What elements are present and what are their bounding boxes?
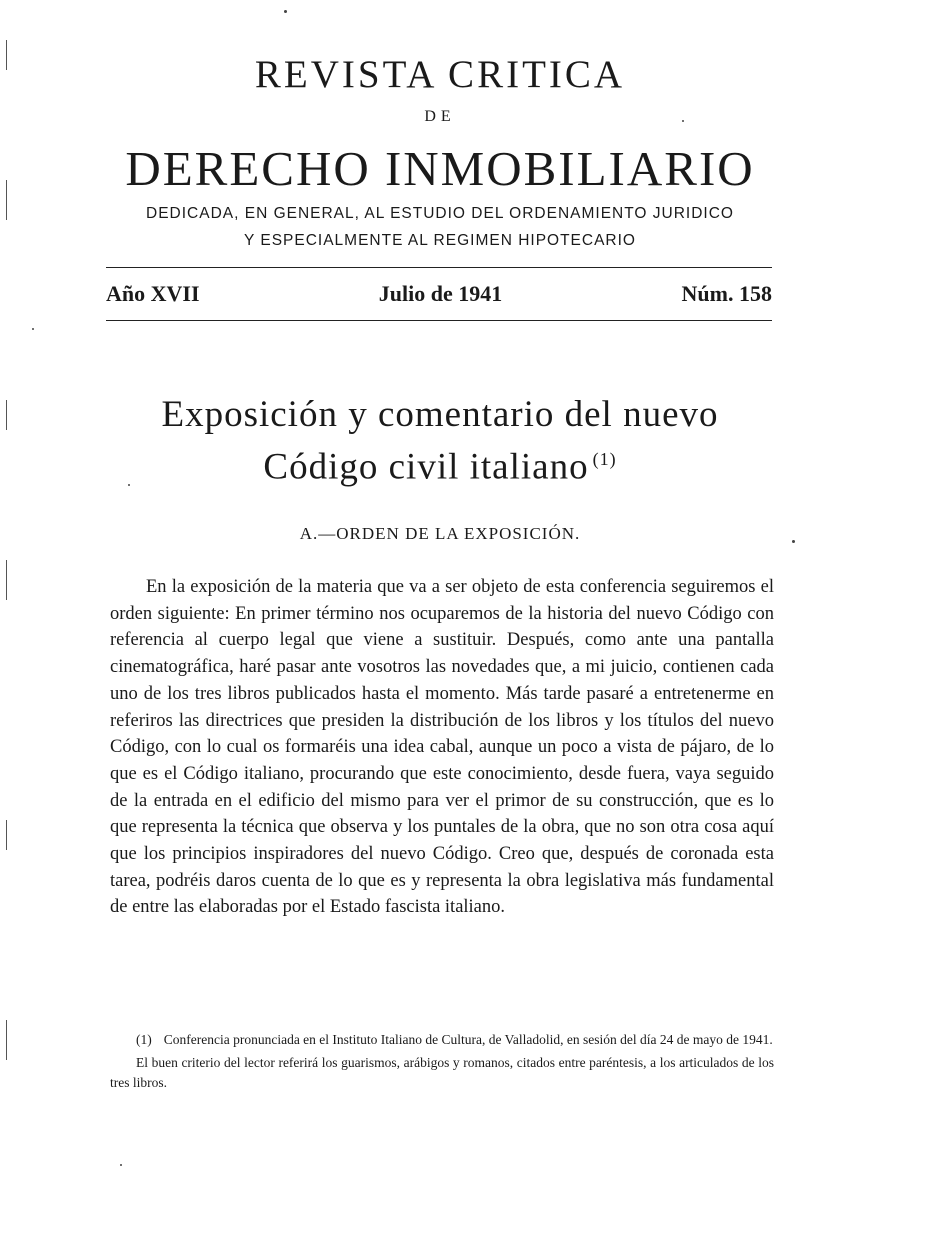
- scan-speck: [682, 120, 684, 122]
- header-rule-bottom: [106, 320, 772, 321]
- scan-edge-mark: [6, 40, 7, 70]
- footnote-1-marker: (1): [136, 1032, 152, 1047]
- scan-edge-mark: [6, 1020, 7, 1060]
- scan-speck: [284, 10, 287, 13]
- article-body-paragraph: En la exposición de la materia que va a ser objeto de esta conferencia seguiremos el orden siguiente: En primer término nos ocuparemos de la historia del nuevo Código con referencia al cuerpo legal que viene a sustituir. Después, como ante una pantalla cinematográfica, haré pasar ante vosotros las novedades que, a mi juicio, contienen cada uno de los tres libros publicados hasta el momento. Más tarde pasaré a entretenerme en referiros las directrices que presiden la distribución de los libros y los títulos del nuevo Código, con lo cual os formaréis una idea cabal, aunque un poco a vista de pájaro, de lo que es el Código italiano, procurando que este conocimiento, desde fuera, vaya seguido de la entrada en el edificio del mismo para ver el primor de su construcción, que es lo que representa la técnica que observa y los puntales de la obra, que no son otra cosa aquí que los principios inspiradores del nuevo Código. Creo que, después de coronada esta tarea, podréis daros cuenta de lo que es y representa la obra legislativa más fundamental de entre las elaboradas por el Estado fascista italiano.: [110, 577, 774, 918]
- scan-speck: [120, 1164, 122, 1166]
- section-heading: A.—ORDEN DE LA EXPOSICIÓN.: [299, 524, 581, 543]
- footnote-1-text: Conferencia pronunciada en el Instituto Italiano de Cultura, de Valladolid, en sesión del día 24 de mayo de 1941.: [163, 1032, 773, 1047]
- scan-edge-mark: [6, 820, 7, 850]
- article-title-line2: [104, 437, 776, 489]
- issue-year: Año XVII: [106, 281, 200, 306]
- footnote-reference: (1): [592, 449, 617, 469]
- scan-speck: [32, 328, 34, 330]
- scan-edge-mark: [6, 180, 7, 220]
- footnote-1: [110, 1030, 774, 1050]
- journal-title: REVISTA CRITICA: [254, 53, 626, 96]
- article-title-line2-text: Código civil italiano: [263, 446, 589, 488]
- header-rule-top: [106, 267, 772, 268]
- article-title: [104, 392, 776, 489]
- footnotes: [110, 1030, 774, 1096]
- issue-info-bar: [106, 281, 772, 307]
- footnote-2: El buen criterio del lector referirá los guarismos, arábigos y romanos, citados entre paréntesis, a los articulados de los tres libros.: [110, 1055, 774, 1090]
- article-title-line1: Exposición y comentario del nuevo: [161, 394, 719, 435]
- journal-subtitle-line2: Y ESPECIALMENTE AL REGIMEN HIPOTECARIO: [243, 232, 636, 249]
- scan-speck: [128, 484, 130, 486]
- scan-edge-mark: [6, 560, 7, 600]
- journal-main-title: DERECHO INMOBILIARIO: [125, 141, 755, 196]
- scan-edge-mark: [6, 400, 7, 430]
- journal-title-connector: DE: [424, 108, 456, 125]
- journal-subtitle-line1: DEDICADA, EN GENERAL, AL ESTUDIO DEL ORDENAMIENTO JURIDICO: [146, 205, 734, 222]
- issue-date: Julio de 1941: [378, 281, 503, 306]
- scan-speck: [792, 540, 795, 543]
- issue-number: Núm. 158: [681, 281, 772, 306]
